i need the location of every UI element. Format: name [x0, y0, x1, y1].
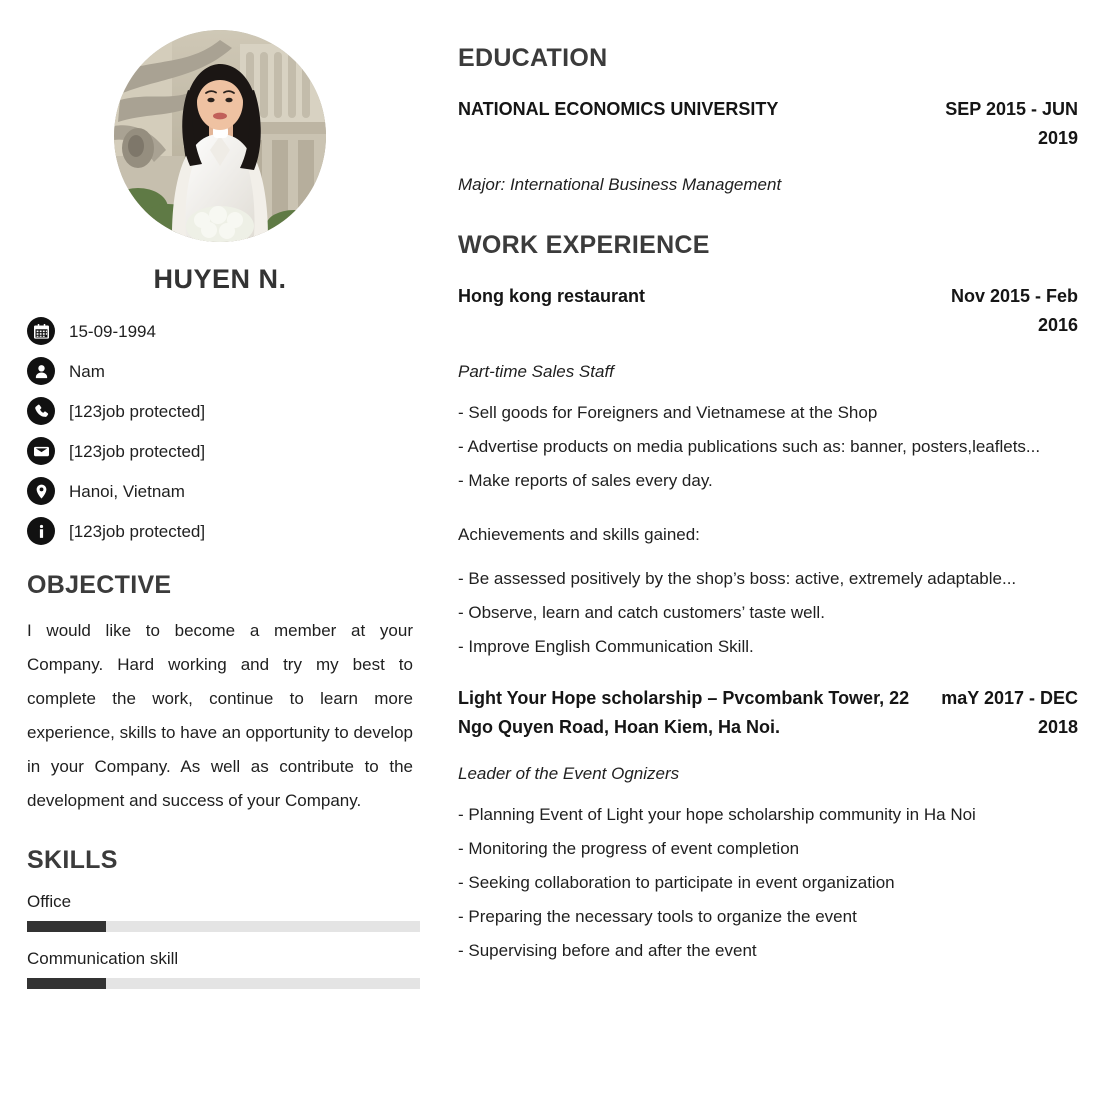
skill-row — [27, 949, 420, 989]
skill-progress-track — [27, 921, 420, 932]
skill-label: Office — [27, 892, 72, 911]
work-entry — [458, 282, 1078, 340]
page-title: HUYEN N. — [153, 264, 287, 294]
work-date: maY 2017 - DEC 2018 — [941, 688, 1078, 737]
info-icon — [27, 517, 55, 545]
contact-list — [0, 317, 440, 545]
contact-item-gender — [27, 357, 440, 385]
skill-label: Communication skill — [27, 949, 179, 968]
left-column — [0, 0, 440, 1120]
skill-progress-track — [27, 978, 420, 989]
portrait-photo-illustration — [114, 30, 326, 242]
contact-item-info — [27, 517, 440, 545]
section-heading-objective: OBJECTIVE — [27, 571, 172, 599]
right-column — [440, 0, 1106, 1120]
avatar — [114, 30, 326, 242]
spacer — [458, 664, 1078, 684]
contact-item-location — [27, 477, 440, 505]
contact-value: 15-09-1994 — [69, 321, 156, 341]
email-icon — [27, 437, 55, 465]
objective-body: I would like to become a member at your Company. Hard working and try my best to complete the work, continue to learn more experience, skills to have an opportunity to develop in your Company. As well as contribute to the development and success of your Company. — [27, 621, 413, 810]
spacer — [458, 498, 1078, 518]
profile-photo-wrapper — [0, 30, 440, 242]
contact-item-email — [27, 437, 440, 465]
list-item: - Observe, learn and catch customers’ taste well. — [458, 603, 825, 622]
education-entry — [458, 95, 1078, 153]
list-item: - Make reports of sales every day. — [458, 471, 713, 490]
list-item: - Seeking collaboration to participate in event organization — [458, 873, 895, 892]
education-major: Major: International Business Management — [458, 175, 782, 194]
list-item: - Be assessed positively by the shop’s boss: active, extremely adaptable... — [458, 569, 1017, 588]
work-employer: Light Your Hope scholarship – Pvcombank Tower, 22 Ngo Quyen Road, Hoan Kiem, Ha Noi. — [458, 688, 910, 737]
work-role: Part-time Sales Staff — [458, 362, 614, 381]
skill-progress-fill — [27, 978, 106, 989]
education-date: SEP 2015 - JUN 2019 — [945, 99, 1078, 148]
contact-value: Hanoi, Vietnam — [69, 481, 185, 501]
calendar-icon — [27, 317, 55, 345]
person-icon — [27, 357, 55, 385]
skill-row — [27, 892, 420, 932]
work-bullets — [458, 396, 1078, 498]
list-item: - Improve English Communication Skill. — [458, 637, 754, 656]
work-entry — [458, 684, 1078, 742]
phone-icon — [27, 397, 55, 425]
work-bullets — [458, 798, 1078, 968]
skill-progress-fill — [27, 921, 106, 932]
section-heading-work-experience: WORK EXPERIENCE — [458, 231, 710, 259]
list-item: - Monitoring the progress of event completion — [458, 839, 800, 858]
achievements-heading: Achievements and skills gained: — [458, 525, 700, 544]
list-item: - Sell goods for Foreigners and Vietnamese at the Shop — [458, 403, 878, 422]
location-icon — [27, 477, 55, 505]
contact-value: [123job protected] — [69, 441, 206, 461]
work-employer: Hong kong restaurant — [458, 286, 646, 306]
section-heading-skills: SKILLS — [27, 846, 118, 874]
list-item: - Supervising before and after the event — [458, 941, 757, 960]
education-institution: NATIONAL ECONOMICS UNIVERSITY — [458, 99, 779, 119]
contact-value: [123job protected] — [69, 401, 206, 421]
contact-value: [123job protected] — [69, 521, 206, 541]
achievements-bullets — [458, 562, 1078, 664]
list-item: - Planning Event of Light your hope scholarship community in Ha Noi — [458, 805, 976, 824]
work-role: Leader of the Event Ognizers — [458, 764, 680, 783]
contact-item-birthdate — [27, 317, 440, 345]
list-item: - Preparing the necessary tools to organize the event — [458, 907, 857, 926]
contact-value: Nam — [69, 361, 105, 381]
work-date: Nov 2015 - Feb 2016 — [950, 286, 1078, 335]
list-item: - Advertise products on media publications such as: banner, posters,leaflets... — [458, 437, 1041, 456]
section-heading-education: EDUCATION — [458, 44, 608, 72]
contact-item-phone — [27, 397, 440, 425]
